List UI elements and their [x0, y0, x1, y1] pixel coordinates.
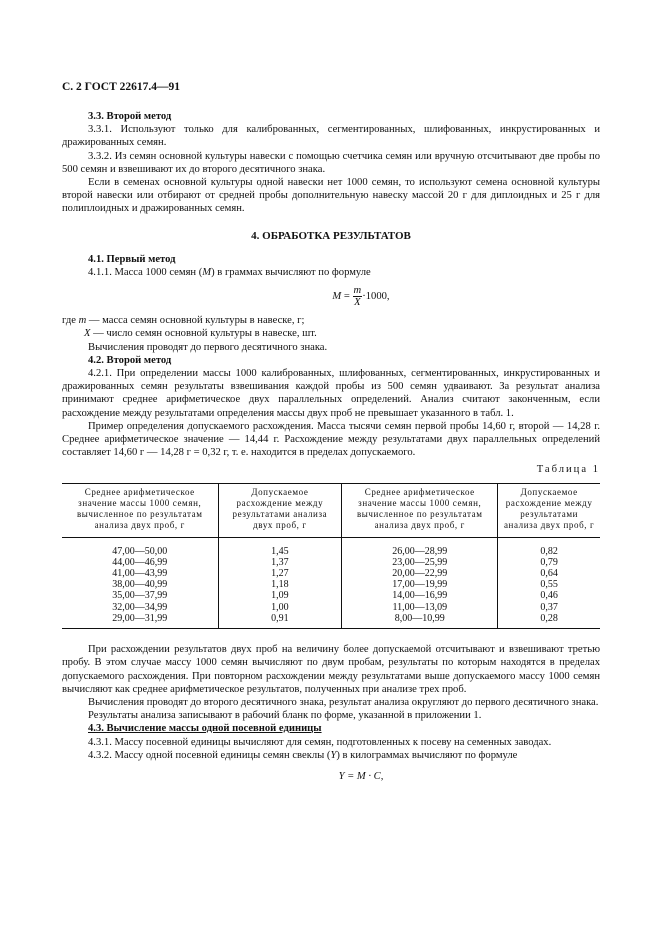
- paragraph-4-2-example: Пример определения допускаемого расхождения. Масса тысячи семян первой пробы 14,60 г, второй — 14,28 г. Среднее арифметическое значение — 14,44 г. Расхождение между результатами двух параллельных определений составляет 14,60 г — 14,28 г = 0,32 г, т. е. находится в пределах допускаемого.: [62, 420, 600, 459]
- table-row: [62, 602, 600, 613]
- paragraph-record: Результаты анализа записывают в рабочий бланк по форме, указанной в приложении 1.: [88, 710, 482, 722]
- document-body: [62, 110, 600, 789]
- paragraph-3-3-1: 3.3.1. Используют только для калиброванных, сегментированных, шлифованных, инкрустированных и дражированных семян.: [62, 124, 600, 149]
- paragraph-4-1-1: 4.1.1. Масса 1000 семян (M) в граммах вычисляют по формуле: [88, 267, 371, 279]
- table-cell: 1,18: [218, 579, 342, 590]
- table-row: [62, 579, 600, 590]
- table-cell: 1,45: [218, 537, 342, 557]
- table-cell: 0,55: [498, 579, 600, 590]
- table-cell: 41,00—43,99: [112, 568, 168, 580]
- table-label: Таблица 1: [536, 464, 600, 476]
- paragraph-4-3-2: 4.3.2. Массу одной посевной единицы семян свеклы (Y) в килограммах вычисляют по формуле: [88, 749, 518, 761]
- page-header: С. 2 ГОСТ 22617.4—91: [62, 81, 181, 93]
- table-cell: 1,27: [218, 568, 342, 579]
- section-4-3-title: 4.3. Вычисление массы одной посевной единицы: [88, 723, 322, 735]
- table-cell: 23,00—25,99: [342, 557, 498, 568]
- formula-seed-unit: Y = M · C,: [338, 770, 384, 782]
- table-cell: 0,82: [498, 537, 600, 557]
- table-cell: 8,00—10,99: [342, 613, 498, 629]
- table-cell: 38,00—40,99: [112, 579, 168, 591]
- section-4-2-title: 4.2. Второй метод: [88, 354, 172, 366]
- table-cell: 0,79: [498, 557, 600, 568]
- where-m: где m — масса семян основной культуры в навеске, г;: [62, 315, 305, 327]
- table-header: Среднее арифметическое значение массы 1000 семян, вычисленное по результатам анализа двух проб, г: [342, 483, 498, 537]
- table-cell: 26,00—28,99: [342, 537, 498, 557]
- table-cell: 0,46: [498, 590, 600, 601]
- paragraph-3-3-2-note: Если в семенах основной культуры одной навески нет 1000 семян, то используют семена основной культуры второй навески или отбирают от средней пробы дополнительную навеску массой 20 г для диплоидных и 25 г для полиплоидных и дражированных семян.: [62, 177, 600, 215]
- where-x: X — число семян основной культуры в навеске, шт.: [84, 328, 317, 340]
- table-cell: 1,00: [218, 602, 342, 613]
- table-cell: 1,09: [218, 590, 342, 601]
- table-cell: 44,00—46,99: [112, 556, 168, 568]
- table-header: Допускаемое расхождение между результатами анализа двух проб, г: [498, 483, 600, 537]
- paragraph-4-3-1: 4.3.1. Массу посевной единицы вычисляют для семян, подготовленных к посеву на семенных заводах.: [88, 736, 552, 748]
- table-cell: 35,00—37,99: [112, 590, 168, 602]
- table-cell: 20,00—22,99: [342, 568, 498, 579]
- paragraph-4-2-1: 4.2.1. При определении массы 1000 калиброванных, шлифованных, сегментированных, инкрустированных и дражированных семян результаты взвешивания каждой пробы из 500 семян удваивают. За результат анализа принимают среднее арифметическое двух параллельных определений. Анализ считают законченным, если расхождение между результатами определения массы двух проб не превышает указанного в табл. 1.: [62, 368, 600, 419]
- table-cell: 0,28: [498, 613, 600, 629]
- paragraph-third-sample: При расхождении результатов двух проб на величину более допускаемой отсчитывают и взвешивают третью пробу. В этом случае массу 1000 семян вычисляют по двум пробам, результаты по которым находятся в пределах допускаемого расхождения. При повторном расхождении между результатами выше допускаемого массу 1000 семян вычисляют как среднее арифметическое результатов, полученных при анализе трех проб.: [62, 644, 600, 695]
- table-cell: 47,00—50,00: [112, 545, 168, 557]
- table-header: Среднее арифметическое значение массы 1000 семян, вычисленное по результатам анализа двух проб, г: [62, 483, 218, 537]
- paragraph-3-3-2: 3.3.2. Из семян основной культуры навески с помощью счетчика семян или вручную отсчитывают две пробы по 500 семян и взвешивают их до второго десятичного знака.: [62, 150, 600, 175]
- formula-mass-1000: M = $\frac{m}{X}$ ·1000,: [332, 285, 390, 309]
- tolerance-table: [62, 483, 600, 629]
- section-4-1-title: 4.1. Первый метод: [88, 253, 176, 265]
- table-cell: 1,37: [218, 557, 342, 568]
- table-cell: 0,37: [498, 602, 600, 613]
- table-row: [62, 590, 600, 601]
- table-header: Допускаемое расхождение между результатами анализа двух проб, г: [218, 483, 342, 537]
- table-cell: 32,00—34,99: [112, 601, 168, 613]
- section-4-heading: 4. ОБРАБОТКА РЕЗУЛЬТАТОВ: [251, 229, 411, 242]
- paragraph-4-1-calc: Вычисления проводят до первого десятичного знака.: [88, 341, 328, 353]
- table-row: [62, 557, 600, 568]
- table-cell: 17,00—19,99: [342, 579, 498, 590]
- table-row: [62, 568, 600, 579]
- table-cell: 14,00—16,99: [342, 590, 498, 601]
- table-cell: 0,91: [218, 613, 342, 629]
- formula-fraction: $\frac{m}{X}$: [353, 285, 362, 309]
- table-row: [62, 537, 600, 557]
- paragraph-rounding: Вычисления проводят до второго десятичного знака, результат анализа округляют до первого десятичного знака.: [88, 696, 599, 708]
- table-row: [62, 613, 600, 629]
- table-cell: 29,00—31,99: [62, 613, 218, 629]
- table-cell: 0,64: [498, 568, 600, 579]
- table-cell: 11,00—13,09: [342, 602, 498, 613]
- section-3-3-title: 3.3. Второй метод: [88, 111, 172, 122]
